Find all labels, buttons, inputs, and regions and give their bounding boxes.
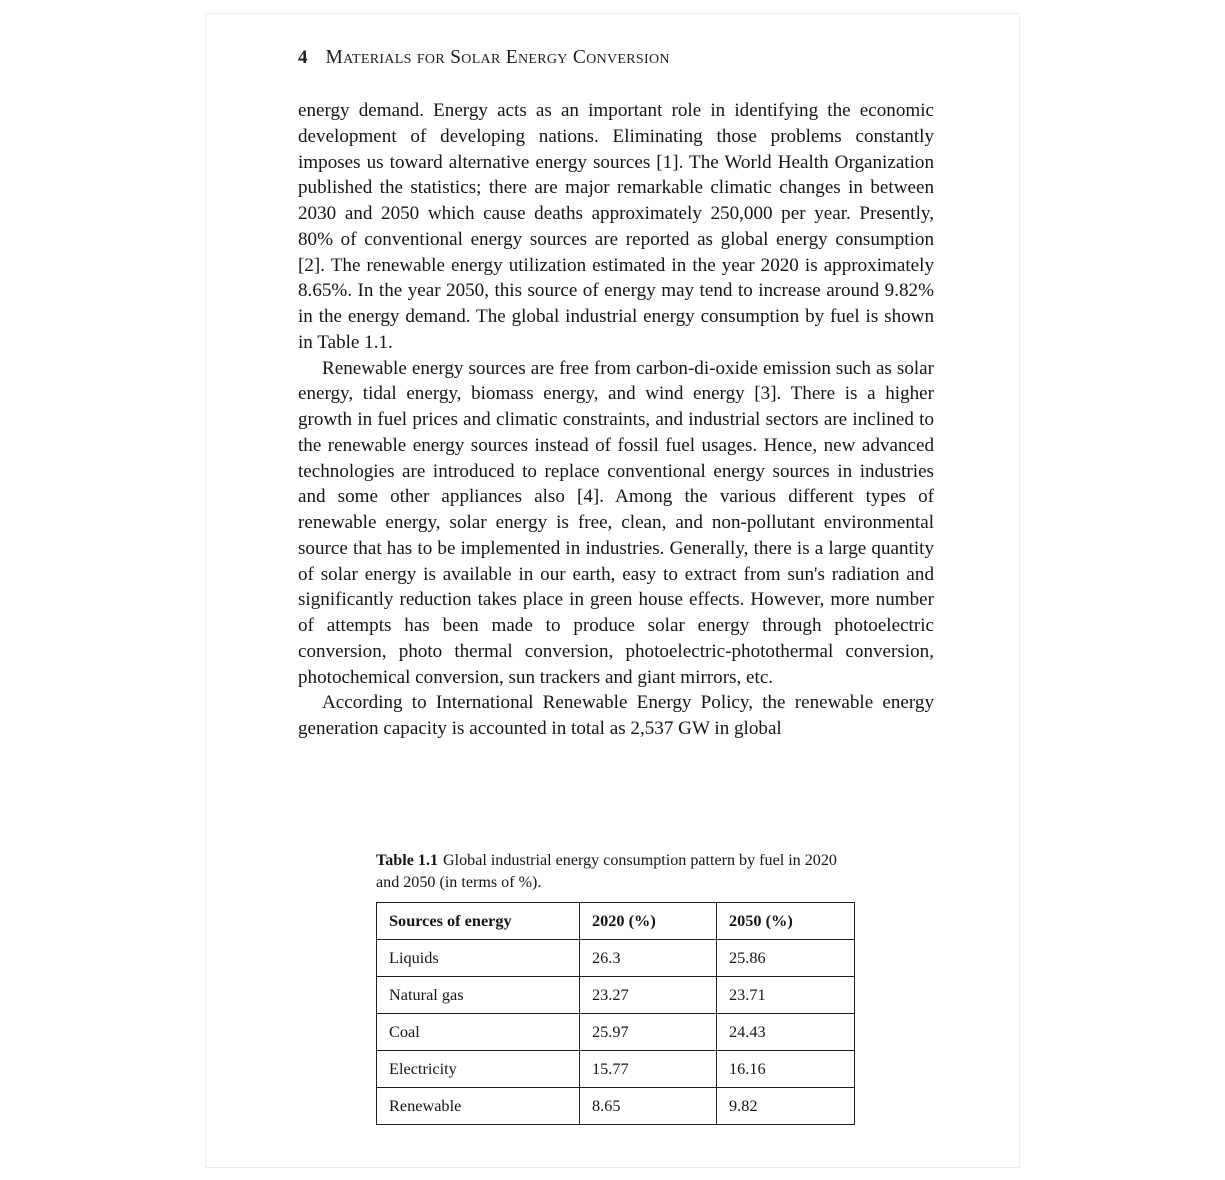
- cell-source: Liquids: [377, 940, 580, 977]
- table-row: [377, 1051, 855, 1088]
- energy-consumption-table: [376, 902, 855, 1125]
- cell-2050: 24.43: [717, 1014, 855, 1051]
- cell-source: Electricity: [377, 1051, 580, 1088]
- running-header-title: Materials for Solar Energy Conversion: [325, 47, 670, 68]
- cell-source: Coal: [377, 1014, 580, 1051]
- cell-2050: 25.86: [717, 940, 855, 977]
- table-row: [377, 1088, 855, 1125]
- column-header-sources: Sources of energy: [377, 903, 580, 940]
- body-text-block: [298, 98, 934, 742]
- cell-2020: 8.65: [580, 1088, 717, 1125]
- page-sheet: [205, 13, 1020, 1168]
- cell-source: Renewable: [377, 1088, 580, 1125]
- table-caption: [376, 850, 848, 893]
- cell-2050: 23.71: [717, 977, 855, 1014]
- column-header-2020: 2020 (%): [580, 903, 717, 940]
- table-caption-label: Table 1.1: [376, 852, 439, 869]
- cell-2020: 15.77: [580, 1051, 717, 1088]
- table-caption-text: Global industrial energy consumption pattern by fuel in 2020 and 2050 (in terms of %).: [376, 852, 837, 891]
- paragraph-1: energy demand. Energy acts as an important role in identifying the economic development of developing nations. Eliminating those problems constantly imposes us toward alternative energy sources [1]. The World Health Organization published the statistics; there are major remarkable climatic changes in between 2030 and 2050 which cause deaths approximately 250,000 per year. Presently, 80% of conventional energy sources are reported as global energy consumption [2]. The renewable energy utilization estimated in the year 2020 is approximately 8.65%. In the year 2050, this source of energy may tend to increase around 9.82% in the energy demand. The global industrial energy consumption by fuel is shown in Table 1.1.: [298, 100, 934, 353]
- cell-source: Natural gas: [377, 977, 580, 1014]
- cell-2020: 23.27: [580, 977, 717, 1014]
- cell-2050: 16.16: [717, 1051, 855, 1088]
- table-row: [377, 1014, 855, 1051]
- cell-2050: 9.82: [717, 1088, 855, 1125]
- cell-2020: 26.3: [580, 940, 717, 977]
- cell-2020: 25.97: [580, 1014, 717, 1051]
- running-header: [298, 46, 938, 69]
- paragraph-2: Renewable energy sources are free from carbon-di-oxide emission such as solar energy, tidal energy, biomass energy, and wind energy [3]. There is a higher growth in fuel prices and climatic constraints, and industrial sectors are inclined to the renewable energy sources instead of fossil fuel usages. Hence, new advanced technologies are introduced to replace conventional energy sources in industries and some other appliances also [4]. Among the various different types of renewable energy, solar energy is free, clean, and non-pollutant environmental source that has to be implemented in industries. Generally, there is a large quantity of solar energy is available in our earth, easy to extract from sun's radiation and significantly reduction takes place in green house effects. However, more number of attempts has been made to produce solar energy through photoelectric conversion, photo thermal conversion, photoelectric-photothermal conversion, photochemical conversion, sun trackers and giant mirrors, etc.: [298, 357, 934, 688]
- table-row: [377, 977, 855, 1014]
- paragraph-3: According to International Renewable Energy Policy, the renewable energy generation capacity is accounted in total as 2,537 GW in global: [298, 692, 934, 739]
- table-header-row: [377, 903, 855, 940]
- page-number: 4: [298, 47, 308, 68]
- table-row: [377, 940, 855, 977]
- column-header-2050: 2050 (%): [717, 903, 855, 940]
- table-figure: [376, 850, 866, 1125]
